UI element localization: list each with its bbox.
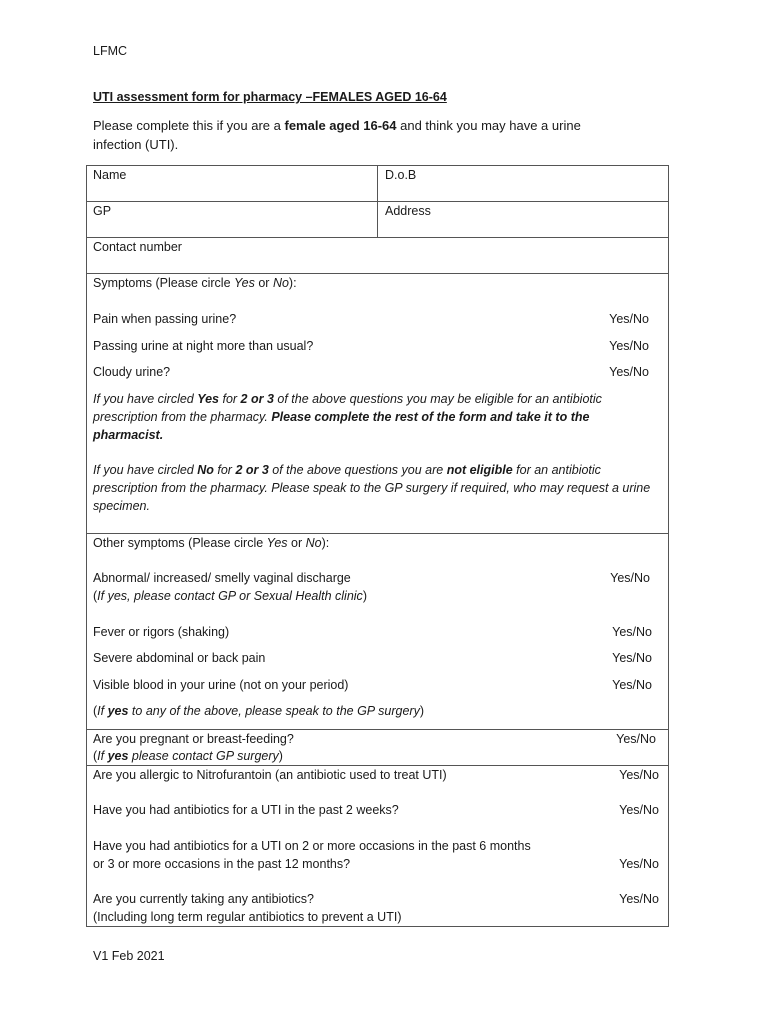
current-antibiotics-yes-no[interactable]: Yes/No <box>619 892 659 906</box>
form-title: UTI assessment form for pharmacy –FEMALES AGED 16-64 <box>93 90 447 104</box>
antibiotics-repeat-yes-no[interactable]: Yes/No <box>619 857 659 871</box>
name-input-area[interactable] <box>87 184 376 200</box>
current-antibiotics-question-line-1: Are you currently taking any antibiotics? <box>93 892 314 906</box>
pregnant-note: (If yes please contact GP surgery) <box>93 749 283 763</box>
symptoms-heading: Symptoms (Please circle Yes or No): <box>93 276 297 290</box>
gp-field-label: GP <box>93 204 112 218</box>
pregnant-yes-no[interactable]: Yes/No <box>616 732 656 746</box>
dob-input-area[interactable] <box>379 184 667 200</box>
antibiotics-repeat-question-line-1: Have you had antibiotics for a UTI on 2 or more occasions in the past 6 months <box>93 839 531 853</box>
allergy-question: Are you allergic to Nitrofurantoin (an antibiotic used to treat UTI) <box>93 768 447 782</box>
antibiotics-repeat-question-line-2: or 3 or more occasions in the past 12 months? <box>93 857 351 871</box>
dob-field-label: D.o.B <box>385 168 417 182</box>
contact-number-label: Contact number <box>93 240 182 254</box>
column-divider <box>377 165 378 237</box>
contact-number-input-area[interactable] <box>87 256 667 272</box>
pregnant-question: Are you pregnant or breast-feeding? <box>93 732 294 746</box>
discharge-yes-no[interactable]: Yes/No <box>610 571 650 585</box>
other-symptom-yes-no[interactable]: Yes/No <box>612 678 652 692</box>
current-antibiotics-question-line-2: (Including long term regular antibiotics to prevent a UTI) <box>93 910 402 924</box>
discharge-label: Abnormal/ increased/ smelly vaginal discharge <box>93 571 351 585</box>
not-eligible-note: If you have circled No for 2 or 3 of the above questions you are not eligible for an antibiotic prescription from the pharmacy. Please speak to the GP surgery if required, who may request a urine specimen. <box>93 463 651 513</box>
intro-line-1: Please complete this if you are a female aged 16-64 and think you may have a urine <box>93 118 581 133</box>
symptom-label: Pain when passing urine? <box>93 312 237 326</box>
other-symptom-label: Severe abdominal or back pain <box>93 651 266 665</box>
allergy-yes-no[interactable]: Yes/No <box>619 768 659 782</box>
other-symptom-label: Fever or rigors (shaking) <box>93 625 230 639</box>
other-symptom-yes-no[interactable]: Yes/No <box>612 651 652 665</box>
other-symptoms-note: (If yes to any of the above, please speak to the GP surgery) <box>93 704 425 718</box>
symptom-label: Passing urine at night more than usual? <box>93 339 314 353</box>
symptom-label: Cloudy urine? <box>93 365 171 379</box>
address-input-area[interactable] <box>379 220 667 236</box>
symptom-yes-no[interactable]: Yes/No <box>609 365 649 379</box>
antibiotics-2-weeks-yes-no[interactable]: Yes/No <box>619 803 659 817</box>
antibiotics-2-weeks-question: Have you had antibiotics for a UTI in the past 2 weeks? <box>93 803 399 817</box>
organisation-label: LFMC <box>93 44 128 58</box>
other-symptom-yes-no[interactable]: Yes/No <box>612 625 652 639</box>
other-symptom-label: Visible blood in your urine (not on your period) <box>93 678 349 692</box>
name-field-label: Name <box>93 168 127 182</box>
symptom-yes-no[interactable]: Yes/No <box>609 339 649 353</box>
discharge-note: (If yes, please contact GP or Sexual Health clinic) <box>93 589 367 603</box>
intro-line-2: infection (UTI). <box>93 137 179 152</box>
gp-input-area[interactable] <box>87 220 376 236</box>
symptom-yes-no[interactable]: Yes/No <box>609 312 649 326</box>
eligible-note: If you have circled Yes for 2 or 3 of the above questions you may be eligible for an antibiotic prescription from the pharmacy. Please complete the rest of the form and take it to the pharmacist. <box>93 392 602 442</box>
address-field-label: Address <box>385 204 431 218</box>
version-footer: V1 Feb 2021 <box>93 949 165 963</box>
other-symptoms-heading: Other symptoms (Please circle Yes or No): <box>93 536 330 550</box>
